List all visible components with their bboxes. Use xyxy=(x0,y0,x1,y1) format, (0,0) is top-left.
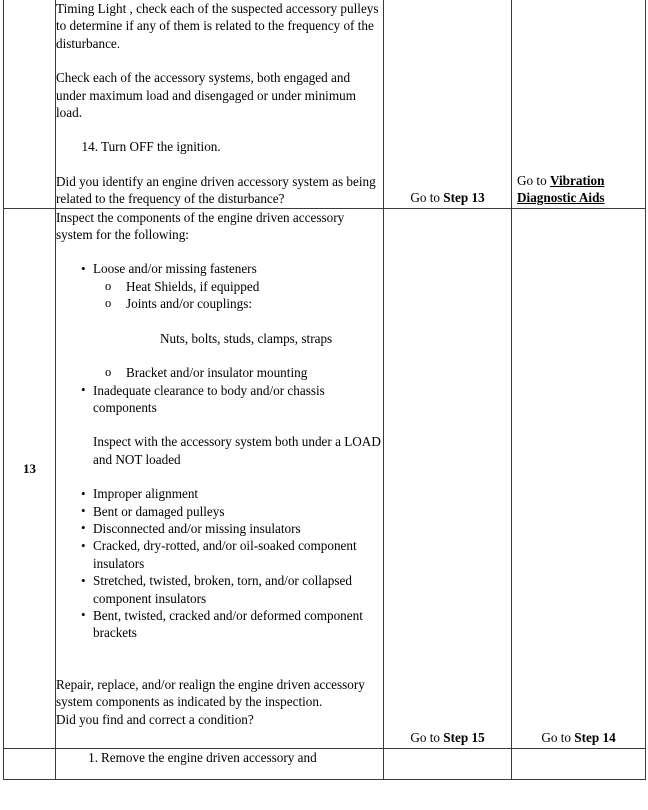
step-number-cell xyxy=(4,208,56,748)
list-item xyxy=(56,520,383,537)
numbered-step-text: Remove the engine driven accessory and xyxy=(101,749,317,765)
spacer xyxy=(56,642,383,676)
spacer xyxy=(56,156,383,173)
table-row xyxy=(4,0,646,208)
numbered-step-marker: 1. xyxy=(88,749,98,765)
goto-prefix: Go to xyxy=(517,172,550,188)
list-item-label: Inadequate clearance to body and/or chassis components xyxy=(93,382,325,415)
spacer xyxy=(56,121,383,138)
step-number: 13 xyxy=(23,460,36,476)
bullet-filled-icon: • xyxy=(81,382,86,397)
yes-branch-text xyxy=(389,189,506,206)
no-branch-cell xyxy=(512,748,646,779)
bullet-filled-icon: • xyxy=(81,503,86,519)
goto-prefix: Go to xyxy=(410,730,444,746)
list-item xyxy=(93,364,383,381)
decision-question: Did you identify an engine driven accessory system as being related to the frequency of the disturbance? xyxy=(56,173,376,207)
bullet-filled-icon: • xyxy=(81,260,86,276)
goto-prefix: Go to xyxy=(541,730,575,746)
spacer xyxy=(93,347,383,364)
yes-branch-cell xyxy=(384,208,512,748)
decision-question: Did you find and correct a condition? xyxy=(56,711,254,727)
repair-instruction: Repair, replace, and/or realign the engine driven accessory system components as indicated by the inspection. xyxy=(56,676,365,710)
no-branch-text xyxy=(517,172,640,207)
list-item xyxy=(56,572,383,607)
spacer xyxy=(56,416,383,433)
inspection-note: Inspect with the accessory system both under a LOAD and NOT loaded xyxy=(93,434,381,467)
spacer xyxy=(56,243,383,260)
list-item-label: Loose and/or missing fasteners xyxy=(93,261,257,277)
step-number-cell xyxy=(4,748,56,779)
spacer xyxy=(56,468,383,485)
goto-target-step: Step 15 xyxy=(443,730,485,746)
list-item xyxy=(93,278,383,295)
yes-branch-cell xyxy=(384,748,512,779)
list-item-label: Bent, twisted, cracked and/or deformed component brackets xyxy=(93,607,363,641)
list-item-label: Bracket and/or insulator mounting xyxy=(126,365,308,381)
action-cell xyxy=(56,208,384,748)
action-cell xyxy=(56,0,384,208)
list-item-label: Joints and/or couplings: xyxy=(126,296,253,312)
list-item xyxy=(56,503,383,520)
numbered-step-item xyxy=(56,138,383,155)
list-item-label: Bent or damaged pulleys xyxy=(93,503,225,519)
bullet-filled-icon: • xyxy=(81,572,86,588)
list-item-label: Stretched, twisted, broken, torn, and/or collapsed component insulators xyxy=(93,573,352,606)
sub-detail-text: Nuts, bolts, studs, clamps, straps xyxy=(160,330,333,346)
goto-target-step: Step 13 xyxy=(443,190,485,206)
goto-prefix: Go to xyxy=(410,190,444,206)
list-item-label: Heat Shields, if equipped xyxy=(126,278,260,294)
table-row xyxy=(4,748,646,779)
numbered-step-marker: 14. xyxy=(81,139,98,155)
bullet-hollow-icon: o xyxy=(105,365,112,380)
list-item xyxy=(56,607,383,642)
yes-branch-text xyxy=(389,729,506,746)
vibration-diagnostic-aids-link[interactable]: Vibration Diagnostic Aids xyxy=(517,172,605,206)
numbered-step-text: Turn OFF the ignition. xyxy=(101,139,221,155)
spacer xyxy=(56,52,383,69)
no-branch-cell xyxy=(512,208,646,748)
goto-target-step: Step 14 xyxy=(574,730,616,746)
inspection-list-secondary xyxy=(93,278,383,313)
numbered-step-item xyxy=(56,749,383,766)
diagnostic-table xyxy=(3,0,646,780)
inspect-intro: Inspect the components of the engine driven accessory system for the following: xyxy=(56,209,345,243)
yes-branch-cell xyxy=(384,0,512,208)
list-item-label: Improper alignment xyxy=(93,486,199,502)
bullet-hollow-icon: o xyxy=(105,296,112,311)
bullet-filled-icon: • xyxy=(81,485,86,501)
bullet-hollow-icon: o xyxy=(105,278,112,293)
action-cell xyxy=(56,748,384,779)
inspection-list-conditions xyxy=(56,485,383,642)
bullet-filled-icon: • xyxy=(81,537,86,553)
table-row xyxy=(4,208,646,748)
no-branch-cell xyxy=(512,0,646,208)
list-item xyxy=(93,295,383,312)
list-item xyxy=(56,382,383,417)
inspection-list-secondary xyxy=(93,364,383,381)
list-item-label: Disconnected and/or missing insulators xyxy=(93,520,301,536)
list-item xyxy=(56,537,383,572)
list-item xyxy=(56,485,383,502)
list-item xyxy=(56,260,383,381)
spacer xyxy=(93,313,383,330)
no-branch-text xyxy=(517,729,640,746)
action-paragraph: Check each of the accessory systems, both engaged and under maximum load and disengaged or under minimum load. xyxy=(56,70,356,121)
list-item-label: Cracked, dry-rotted, and/or oil-soaked component insulators xyxy=(93,538,357,571)
action-paragraph: Timing Light , check each of the suspected accessory pulleys to determine if any of them is related to the frequency of the disturbance. xyxy=(56,1,379,51)
step-number-cell xyxy=(4,0,56,208)
bullet-filled-icon: • xyxy=(81,520,86,536)
inspection-list-primary xyxy=(56,260,383,416)
bullet-filled-icon: • xyxy=(81,607,86,623)
